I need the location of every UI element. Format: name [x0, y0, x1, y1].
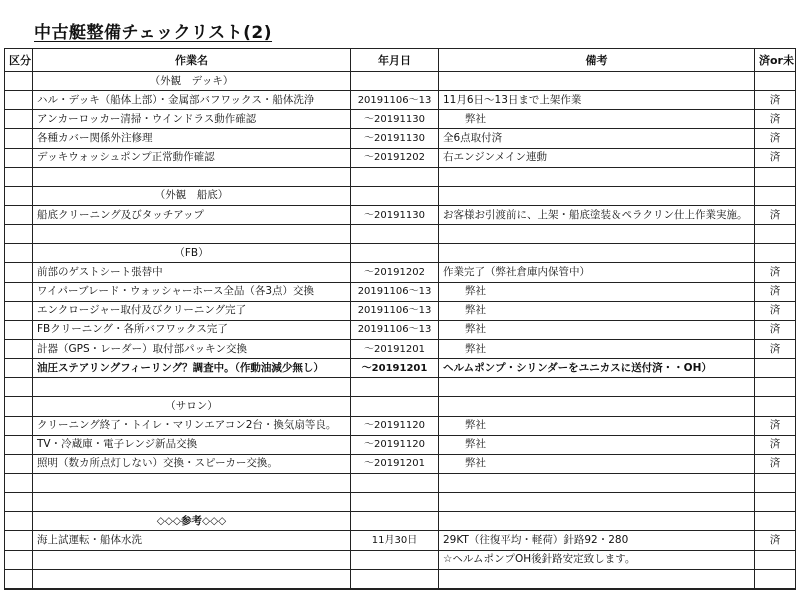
- task-cell: 計器（GPS・レーダー）取付部パッキン交換: [33, 339, 351, 358]
- task-cell: 海上試運転・船体水洗: [33, 531, 351, 550]
- task-cell: TV・冷蔵庫・電子レンジ新品交換: [33, 435, 351, 454]
- date-cell: 20191106～13: [351, 320, 439, 339]
- date-cell: [351, 167, 439, 186]
- category-cell: [5, 225, 33, 244]
- category-cell: [5, 301, 33, 320]
- note-cell: [439, 397, 755, 416]
- task-cell: 前部のゲストシート張替中: [33, 263, 351, 282]
- note-cell: [439, 569, 755, 589]
- status-cell: 済: [755, 91, 796, 110]
- status-cell: 済: [755, 110, 796, 129]
- status-cell: [755, 225, 796, 244]
- checklist-table: [4, 48, 796, 590]
- category-cell: [5, 244, 33, 263]
- blank-row: [5, 225, 796, 244]
- status-cell: 済: [755, 129, 796, 148]
- task-cell: [33, 167, 351, 186]
- status-cell: [755, 378, 796, 397]
- status-cell: [755, 167, 796, 186]
- status-cell: 済: [755, 416, 796, 435]
- table-row: [5, 550, 796, 569]
- category-cell: [5, 378, 33, 397]
- note-cell: 作業完了（弊社倉庫内保管中）: [439, 263, 755, 282]
- date-cell: [351, 378, 439, 397]
- category-cell: [5, 205, 33, 224]
- table-row: [5, 359, 796, 378]
- task-cell: クリーニング終了・トイレ・マリンエアコン2台・換気扇等良。: [33, 416, 351, 435]
- date-cell: 20191106～13: [351, 301, 439, 320]
- category-cell: [5, 550, 33, 569]
- date-cell: [351, 244, 439, 263]
- table-row: [5, 454, 796, 473]
- blank-row: [5, 569, 796, 589]
- status-cell: [755, 569, 796, 589]
- status-cell: [755, 186, 796, 205]
- table-row: [5, 339, 796, 358]
- date-cell: 20191106～13: [351, 91, 439, 110]
- task-cell: （サロン）: [33, 397, 351, 416]
- note-cell: 弊社: [439, 435, 755, 454]
- header-status: 済or未: [755, 49, 796, 72]
- note-cell: [439, 225, 755, 244]
- date-cell: [351, 512, 439, 531]
- note-cell: [439, 378, 755, 397]
- category-cell: [5, 493, 33, 512]
- table-row: [5, 531, 796, 550]
- header-date: 年月日: [351, 49, 439, 72]
- date-cell: 20191106～13: [351, 282, 439, 301]
- date-cell: ～20191120: [351, 416, 439, 435]
- task-cell: エンクロージャー取付及びクリーニング完了: [33, 301, 351, 320]
- section-row: [5, 512, 796, 531]
- date-cell: ～20191130: [351, 110, 439, 129]
- header-task: 作業名: [33, 49, 351, 72]
- task-cell: FBクリーニング・各所バフワックス完了: [33, 320, 351, 339]
- section-row: [5, 72, 796, 91]
- category-cell: [5, 454, 33, 473]
- task-cell: 各種カバー関係外注修理: [33, 129, 351, 148]
- status-cell: [755, 359, 796, 378]
- date-cell: [351, 473, 439, 492]
- table-row: [5, 301, 796, 320]
- section-row: [5, 397, 796, 416]
- date-cell: ～20191201: [351, 359, 439, 378]
- category-cell: [5, 91, 33, 110]
- note-cell: 弊社: [439, 339, 755, 358]
- category-cell: [5, 473, 33, 492]
- blank-row: [5, 378, 796, 397]
- date-cell: ～20191202: [351, 263, 439, 282]
- note-cell: 弊社: [439, 282, 755, 301]
- note-cell: ヘルムポンプ・シリンダーをユニカスに送付済・・OH）: [439, 359, 755, 378]
- task-cell: [33, 550, 351, 569]
- date-cell: [351, 569, 439, 589]
- status-cell: 済: [755, 301, 796, 320]
- task-cell: （外観 デッキ）: [33, 72, 351, 91]
- header-row: [5, 49, 796, 72]
- table-row: [5, 435, 796, 454]
- status-cell: [755, 72, 796, 91]
- date-cell: 11月30日: [351, 531, 439, 550]
- table-row: [5, 320, 796, 339]
- date-cell: ～20191130: [351, 129, 439, 148]
- task-cell: ◇◇◇参考◇◇◇: [33, 512, 351, 531]
- category-cell: [5, 186, 33, 205]
- blank-row: [5, 167, 796, 186]
- task-cell: ハル・デッキ（船体上部）・金属部バフワックス・船体洗浄: [33, 91, 351, 110]
- note-cell: 29KT（往復平均・軽荷）針路92・280: [439, 531, 755, 550]
- table-row: [5, 129, 796, 148]
- task-cell: （FB）: [33, 244, 351, 263]
- status-cell: 済: [755, 148, 796, 167]
- task-cell: [33, 378, 351, 397]
- table-row: [5, 148, 796, 167]
- status-cell: 済: [755, 339, 796, 358]
- table-row: [5, 416, 796, 435]
- category-cell: [5, 569, 33, 589]
- task-cell: アンカーロッカー清掃・ウインドラス動作確認: [33, 110, 351, 129]
- status-cell: [755, 550, 796, 569]
- note-cell: ☆ヘルムポンプOH後針路安定致します。: [439, 550, 755, 569]
- status-cell: 済: [755, 205, 796, 224]
- task-cell: [33, 225, 351, 244]
- date-cell: [351, 397, 439, 416]
- status-cell: 済: [755, 531, 796, 550]
- category-cell: [5, 167, 33, 186]
- section-row: [5, 244, 796, 263]
- category-cell: [5, 320, 33, 339]
- date-cell: [351, 186, 439, 205]
- category-cell: [5, 531, 33, 550]
- category-cell: [5, 435, 33, 454]
- category-cell: [5, 110, 33, 129]
- status-cell: [755, 473, 796, 492]
- status-cell: [755, 493, 796, 512]
- note-cell: [439, 493, 755, 512]
- page-title: 中古艇整備チェックリスト(2): [34, 23, 273, 43]
- task-cell: [33, 473, 351, 492]
- status-cell: 済: [755, 263, 796, 282]
- category-cell: [5, 282, 33, 301]
- note-cell: [439, 473, 755, 492]
- table-row: [5, 282, 796, 301]
- blank-row: [5, 493, 796, 512]
- note-cell: 弊社: [439, 320, 755, 339]
- date-cell: ～20191202: [351, 148, 439, 167]
- note-cell: 全6点取付済: [439, 129, 755, 148]
- category-cell: [5, 339, 33, 358]
- note-cell: 11月6日～13日まで上架作業: [439, 91, 755, 110]
- table-row: [5, 205, 796, 224]
- status-cell: [755, 397, 796, 416]
- header-category: 区分: [5, 49, 33, 72]
- note-cell: 弊社: [439, 416, 755, 435]
- header-note: 備考: [439, 49, 755, 72]
- date-cell: [351, 493, 439, 512]
- table-row: [5, 110, 796, 129]
- task-cell: （外観 船底）: [33, 186, 351, 205]
- category-cell: [5, 263, 33, 282]
- status-cell: 済: [755, 320, 796, 339]
- note-cell: お客様お引渡前に、上架・船底塗装＆ペラクリン仕上作業実施。: [439, 205, 755, 224]
- category-cell: [5, 416, 33, 435]
- checklist-body: [5, 72, 796, 590]
- status-cell: [755, 244, 796, 263]
- task-cell: 照明（数カ所点灯しない）交換・スピーカー交換。: [33, 454, 351, 473]
- status-cell: 済: [755, 435, 796, 454]
- status-cell: 済: [755, 454, 796, 473]
- date-cell: [351, 550, 439, 569]
- section-row: [5, 186, 796, 205]
- category-cell: [5, 512, 33, 531]
- task-cell: [33, 569, 351, 589]
- category-cell: [5, 129, 33, 148]
- note-cell: [439, 186, 755, 205]
- table-row: [5, 91, 796, 110]
- date-cell: ～20191201: [351, 339, 439, 358]
- task-cell: 油圧ステアリングフィーリング？調査中。（作動油減少無し）: [33, 359, 351, 378]
- category-cell: [5, 72, 33, 91]
- status-cell: 済: [755, 282, 796, 301]
- date-cell: ～20191120: [351, 435, 439, 454]
- task-cell: デッキウォッシュポンプ正常動作確認: [33, 148, 351, 167]
- status-cell: [755, 512, 796, 531]
- table-row: [5, 263, 796, 282]
- date-cell: ～20191201: [351, 454, 439, 473]
- category-cell: [5, 397, 33, 416]
- task-cell: 船底クリーニング及びタッチアップ: [33, 205, 351, 224]
- task-cell: ワイパーブレード・ウォッシャーホース全品（各3点）交換: [33, 282, 351, 301]
- blank-row: [5, 473, 796, 492]
- date-cell: ～20191130: [351, 205, 439, 224]
- note-cell: 弊社: [439, 301, 755, 320]
- note-cell: [439, 512, 755, 531]
- date-cell: [351, 72, 439, 91]
- note-cell: [439, 72, 755, 91]
- task-cell: [33, 493, 351, 512]
- note-cell: [439, 167, 755, 186]
- note-cell: 右エンジンメイン連動: [439, 148, 755, 167]
- note-cell: [439, 244, 755, 263]
- category-cell: [5, 148, 33, 167]
- note-cell: 弊社: [439, 454, 755, 473]
- note-cell: 弊社: [439, 110, 755, 129]
- category-cell: [5, 359, 33, 378]
- date-cell: [351, 225, 439, 244]
